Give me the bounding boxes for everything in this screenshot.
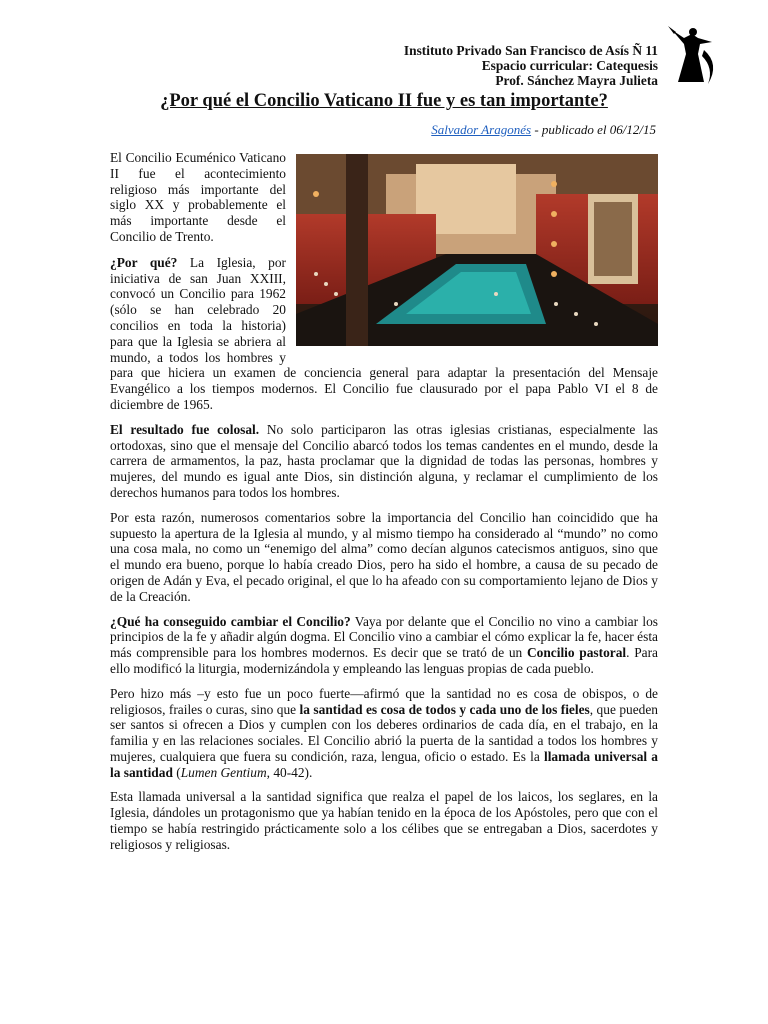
paragraph-5-lead: ¿Qué ha conseguido cambiar el Concilio? [110, 613, 351, 629]
paragraph-3 [110, 422, 658, 501]
paragraph-3-text: No solo participaron las otras iglesias cristianas, especialmente las ortodoxas, sino que el mensaje del Concilio abarcó todos los temas candentes en el mundo, desde la carrera de armamentos, la paz, hasta proclamar que la dignidad de todas las personas, hombres y mujeres, del mundo es igual ante Dios, sin distinción alguna, y reclamar el cumplimiento de los derechos humanos para todos los hombres. [110, 421, 658, 500]
paragraph-4: Por esta razón, numerosos comentarios sobre la importancia del Concilio han coincidido que ha supuesto la apertura de la Iglesia al mundo, y al mismo tiempo ha considerado al “mundo” no como una cosa mala, no como un “enemigo del alma” como decían algunos catecismos antiguos, sino que el mundo era bueno, porque lo había creado Dios, pero ha sido el hombre, a causa de su pecado de origen de Adán y Eva, el pecado original, el que lo ha afeado con su comportamiento lejano de Dios y de la Creación. [110, 509, 658, 604]
saint-francis-logo-icon [664, 24, 720, 88]
article-title: ¿Por qué el Concilio Vaticano II fue y es tan importante? [160, 91, 608, 111]
paragraph-6-text-d: , 40-42). [266, 764, 313, 780]
subject-line: Espacio curricular: Catequesis [481, 58, 658, 73]
paragraph-1: El Concilio Ecuménico Vaticano II fue el acontecimiento religioso más importante del siglo XX y probablemente el más importante desde el Concilio de Trento. [110, 150, 286, 244]
paragraph-5-text-b: . Para ello modificó la liturgia, modernizándola y empleando las lenguas propias de cada pueblo. [110, 645, 658, 676]
paragraph-6-text-c: ( [172, 764, 181, 780]
paragraph-6-emphasis: la santidad es cosa de todos y cada uno de los fieles [299, 701, 590, 717]
publish-date: - publicado el 06/12/15 [531, 122, 656, 137]
author-link[interactable]: Salvador Aragonés [431, 122, 532, 137]
paragraph-5-text-a: Vaya por delante que el Concilio no vino a cambiar los principios de la fe y añadir algún dogma. El Concilio vino a cambiar el cómo explicar la fe, hacer ésta más comprensible para los hombres modernos. Es decir que se trató de un [110, 613, 658, 661]
paragraph-6-text-b: , que pueden ser santos si ofrecen a Dios y cumplen con los deberes ordinarios de cada día, en el trabajo, en la familia y en las relaciones sociales. El Concilio abrió la puerta de la santidad a todos los hombres y mujeres, cualquiera que fuera su condición, raza, lengua, oficio o estado. Es la [110, 701, 659, 764]
paragraph-7: Esta llamada universal a la santidad significa que realza el papel de los laicos, los seglares, en la Iglesia, dándoles un protagonismo que ya habían tenido en la época de los Apóstoles, pero que con el tiempo se había restringido prácticamente solo a los célibes que se entregaban a Dios, sacerdotes y religiosos y religiosas. [110, 789, 658, 852]
paragraph-3-lead: El resultado fue colosal. [110, 421, 260, 437]
article-body [110, 150, 658, 862]
school-name: Instituto Privado San Francisco de Asís Ñ 11 [403, 43, 658, 58]
paragraph-6-citation: Lumen Gentium [180, 764, 267, 780]
paragraph-2-lead: ¿Por qué? [110, 254, 178, 270]
teacher-line: Prof. Sánchez Mayra Julieta [495, 73, 658, 88]
byline [431, 122, 656, 138]
paragraph-5 [110, 614, 658, 677]
paragraph-6-emphasis-2: llamada universal a la santidad [110, 748, 658, 780]
paragraph-6-text-a: Pero hizo más –y esto fue un poco fuerte—afirmó que la santidad no es cosa de obispos, o de religiosos, frailes o curas, sino que [110, 685, 658, 717]
paragraph-5-emphasis: Concilio pastoral [526, 645, 627, 661]
council-basilica-photo [296, 154, 658, 346]
school-header [404, 43, 658, 88]
paragraph-2-text: La Iglesia, por iniciativa de san Juan XXIII, convocó un Concilio para 1962 (sólo se han celebrado 20 concilios en toda la historia) para que la Iglesia se abriera al mundo, a todos los hombres y para que hiciera un examen de conciencia general para adaptar la presentación del Mensaje Evangélico a los tiempos modernos. El Concilio fue clausurado por el papa Pablo VI el 8 de diciembre de 1965. [110, 254, 658, 412]
paragraph-6 [110, 686, 658, 781]
